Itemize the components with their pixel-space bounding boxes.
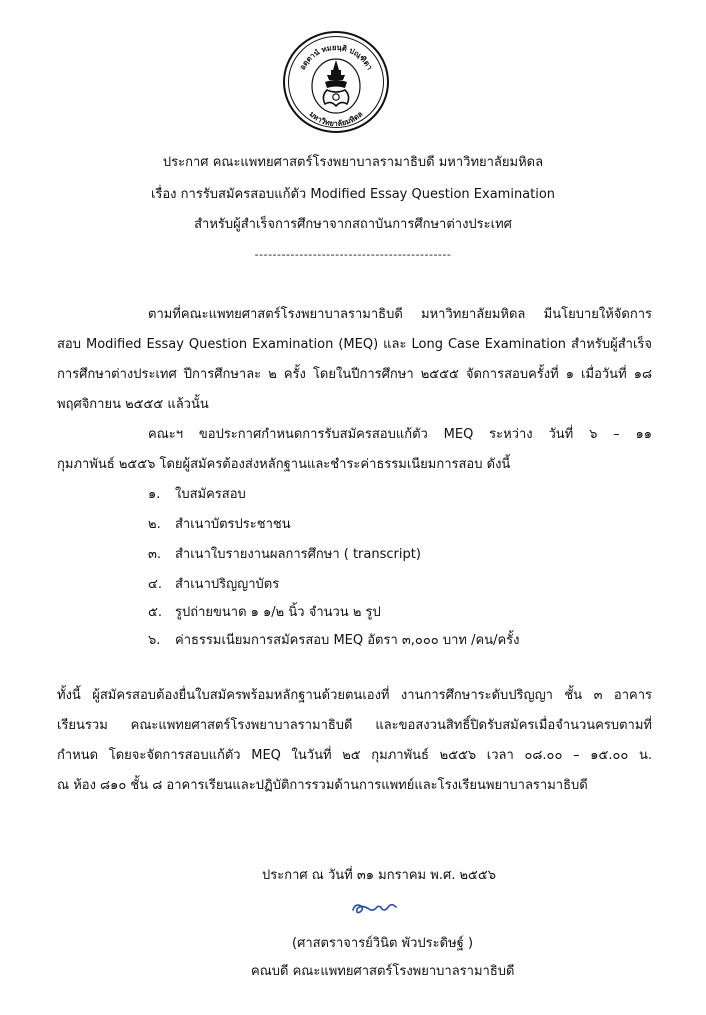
paragraph-3-line-3: กำหนด โดยจะจัดการสอบแก้ตัว MEQ ในวันที่ ๒๕ กุมภาพันธ์ ๒๕๕๖ เวลา ๐๘.๐๐ – ๑๕.๐๐ น. [57,748,652,763]
paragraph-1-line-3: การศึกษาต่างประเทศ ปีการศึกษาละ ๒ ครั้ง โดยในปีการศึกษา ๒๕๕๕ จัดการสอบครั้งที่ ๑ เมื่อวันที่ ๑๘ [57,367,652,382]
list-item-number: ๔. [148,577,162,592]
header-divider: -------------------------------------------- [254,248,452,261]
list-item-number: ๕. [148,605,162,620]
seal-top-text: อตฺตานํ ทมยนฺติ ปณฺฑิตา [297,42,375,72]
paragraph-1-line-4: พฤศจิกายน ๒๕๕๕ แล้วนั้น [57,397,209,412]
list-item-text: ใบสมัครสอบ [175,487,246,502]
list-item-number: ๖. [148,633,161,648]
signer-title: คณบดี คณะแพทยศาสตร์โรงพยาบาลรามาธิบดี [251,964,515,979]
list-item-number: ๒. [148,517,161,532]
list-item-number: ๑. [148,487,161,502]
svg-text:มหาวิทยาลัยมหิดล [308,109,365,128]
signer-name: (ศาสตราจารย์วินิต พัวประดิษฐ์ ) [292,936,474,951]
announcement-audience: สำหรับผู้สำเร็จการศึกษาจากสถาบันการศึกษาต่างประเทศ [194,217,512,232]
list-item-text: รูปถ่ายขนาด ๑ ๑/๒ นิ้ว จำนวน ๒ รูป [175,605,381,620]
paragraph-1-line-1: ตามที่คณะแพทยศาสตร์โรงพยาบาลรามาธิบดี มหาวิทยาลัยมหิดล มีนโยบายให้จัดการ [148,307,652,322]
list-item-text: ค่าธรรมเนียมการสมัครสอบ MEQ อัตรา ๓,๐๐๐ บาท /คน/ครั้ง [175,633,520,648]
list-item-text: สำเนาปริญญาบัตร [175,577,280,592]
mahidol-university-seal [281,30,391,134]
list-item-number: ๓. [148,547,162,562]
paragraph-3-line-4: ณ ห้อง ๘๑๐ ชั้น ๘ อาคารเรียนและปฏิบัติการรวมด้านการแพทย์และโรงเรียนพยาบาลรามาธิบดี [57,778,588,793]
handwritten-signature [345,893,403,923]
paragraph-3-line-1: ทั้งนี้ ผู้สมัครสอบต้องยื่นใบสมัครพร้อมหลักฐานด้วยตนเองที่ งานการศึกษาระดับปริญญา ชั้น ๓ อาคาร [57,688,652,703]
list-item-text: สำเนาใบรายงานผลการศึกษา ( transcript) [175,547,421,562]
announcement-subject: เรื่อง การรับสมัครสอบแก้ตัว Modified Essay Question Examination [150,187,556,202]
seal-bottom-text: มหาวิทยาลัยมหิดล [307,109,365,129]
announcement-title: ประกาศ คณะแพทยศาสตร์โรงพยาบาลรามาธิบดี มหาวิทยาลัยมหิดล [162,155,544,170]
paragraph-3-line-2: เรียนรวม คณะแพทยศาสตร์โรงพยาบาลรามาธิบดี และขอสงวนสิทธิ์ปิดรับสมัครเมื่อจำนวนครบตามที่ [57,718,652,733]
announcement-date: ประกาศ ณ วันที่ ๓๑ มกราคม พ.ศ. ๒๕๕๖ [262,868,496,883]
paragraph-1-line-2: สอบ Modified Essay Question Examination (MEQ) และ Long Case Examination สำหรับผู้สำเร็จ [57,337,652,352]
paragraph-2-line-1: คณะฯ ขอประกาศกำหนดการรับสมัครสอบแก้ตัว MEQ ระหว่าง วันที่ ๖ – ๑๑ [148,427,652,442]
paragraph-2-line-2: กุมภาพันธ์ ๒๕๕๖ โดยผู้สมัครต้องส่งหลักฐานและชำระค่าธรรมเนียมการสอบ ดังนี้ [57,457,511,472]
list-item-text: สำเนาบัตรประชาชน [175,517,291,532]
